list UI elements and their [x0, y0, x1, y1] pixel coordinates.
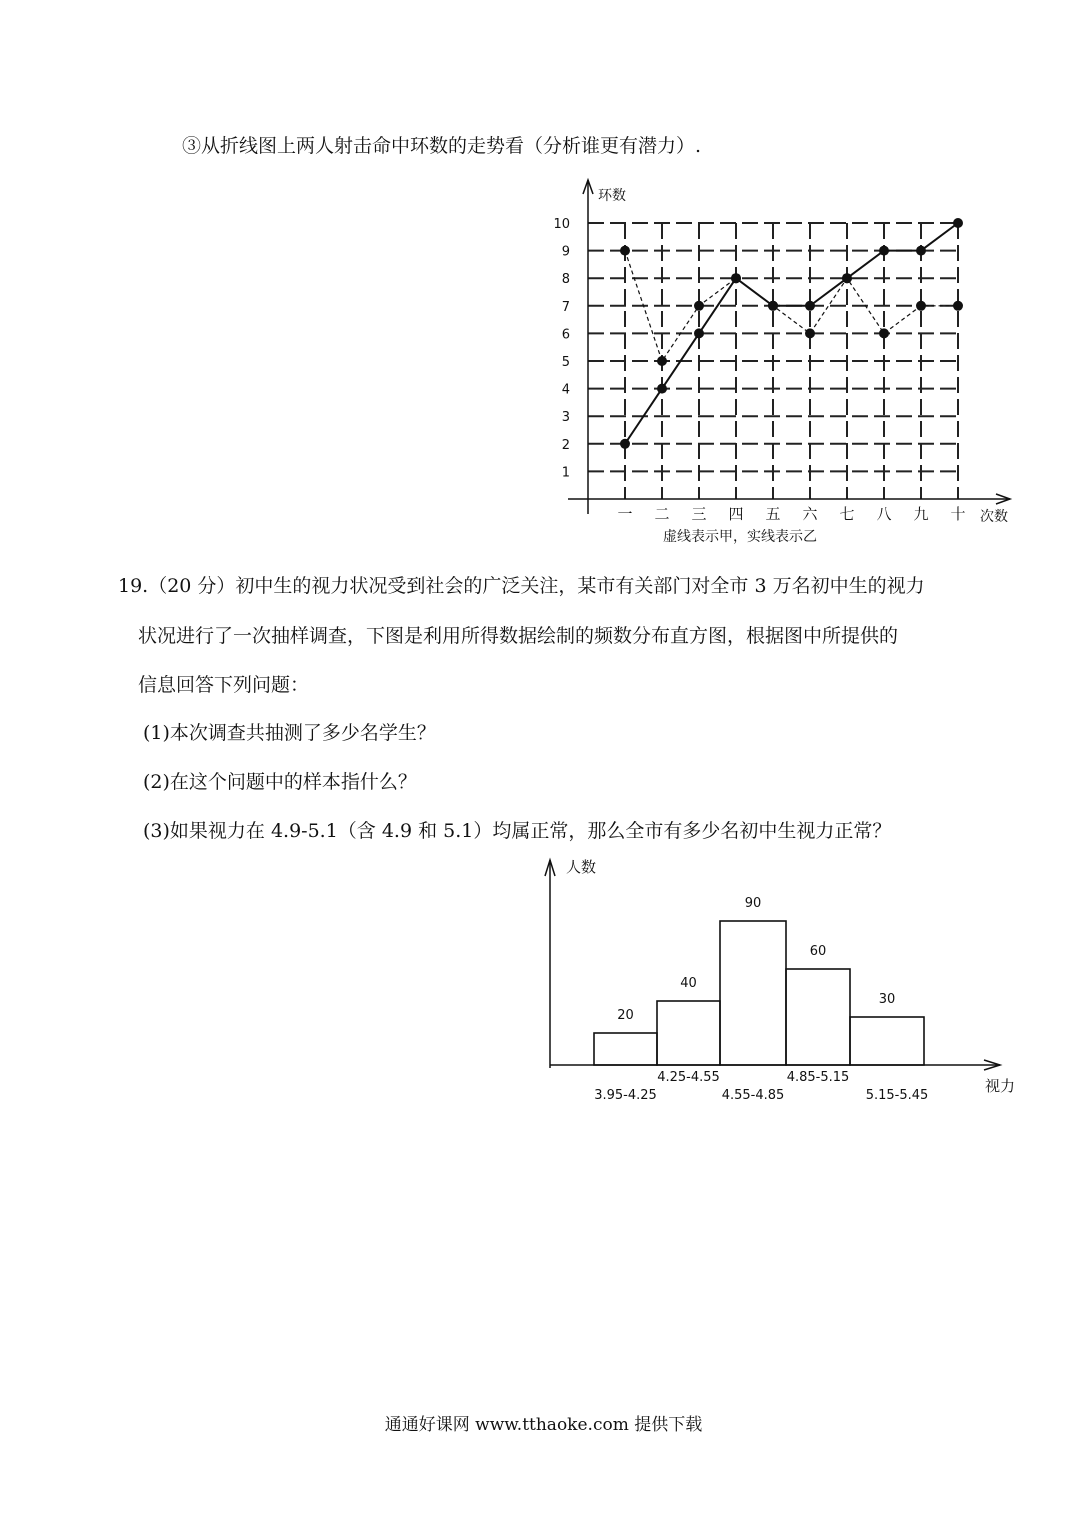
q19-question-3: (3)如果视力在 4.9-5.1（含 4.9 和 5.1）均属正常，那么全市有多少名初中生视力正常？	[143, 820, 892, 842]
point-甲-10	[953, 301, 963, 311]
point-甲-6	[805, 328, 815, 338]
shooting-line-chart	[540, 176, 1040, 556]
point-乙-10	[953, 218, 963, 228]
x-tick-label: 一	[617, 505, 633, 523]
point-甲-9	[916, 301, 926, 311]
y-axis-label: 人数	[566, 858, 597, 876]
point-乙-9	[916, 246, 926, 256]
x-tick-label: 二	[654, 505, 670, 523]
chart-caption: 虚线表示甲，实线表示乙	[663, 529, 817, 545]
x-tick-label: 五	[765, 505, 781, 523]
bar-4	[786, 969, 850, 1065]
line-chart-labels	[553, 187, 1008, 545]
y-axis-label: 环数	[598, 188, 626, 204]
point-甲-2	[657, 356, 667, 366]
footer-text: 通通好课网 www.tthaoke.com 提供下载	[384, 1415, 703, 1435]
x-axis-label: 次数	[980, 509, 1008, 525]
q19-question-1: (1)本次调查共抽测了多少名学生？	[143, 722, 436, 744]
point-甲-8	[879, 328, 889, 338]
y-tick-label: 10	[553, 217, 570, 232]
point-甲-3	[694, 301, 704, 311]
q19-stem-line1: 19.（20 分）初中生的视力状况受到社会的广泛关注，某市有关部门对全市 3 万名初中生的视力	[118, 575, 925, 597]
category-label: 5.15-5.45	[865, 1088, 929, 1103]
bar-3	[720, 921, 786, 1065]
x-axis-label: 视力	[985, 1077, 1016, 1095]
y-tick-label: 2	[561, 437, 570, 453]
y-tick-label: 7	[561, 299, 570, 315]
x-tick-label: 八	[876, 505, 892, 523]
bar-5	[850, 1017, 924, 1065]
histogram-bars	[594, 921, 924, 1065]
q19-stem-line2: 状况进行了一次抽样调查，下图是利用所得数据绘制的频数分布直方图，根据图中所提供的	[138, 625, 899, 647]
point-乙-6	[805, 301, 815, 311]
bar-value-label: 20	[617, 1008, 634, 1023]
y-tick-label: 8	[561, 272, 570, 288]
category-label: 4.25-4.55	[657, 1070, 720, 1085]
point-乙-7	[842, 273, 852, 283]
histogram-axes	[545, 860, 1000, 1070]
x-tick-label: 六	[802, 505, 818, 523]
bar-value-label: 90	[744, 896, 762, 911]
vision-histogram	[530, 852, 1040, 1112]
q18-part3-text: ③从折线图上两人射击命中环数的走势看（分析谁更有潜力）.	[182, 135, 702, 157]
point-乙-2	[657, 384, 667, 394]
point-乙-1	[620, 439, 630, 449]
line-chart-grid	[588, 223, 958, 499]
point-乙-3	[694, 328, 704, 338]
y-tick-label: 5	[561, 355, 570, 370]
bar-value-label: 40	[680, 976, 697, 991]
line-chart-axes	[568, 180, 1010, 514]
category-label: 3.95-4.25	[594, 1088, 657, 1103]
x-tick-label: 四	[728, 505, 744, 523]
category-label: 4.55-4.85	[721, 1088, 785, 1103]
y-tick-label: 3	[561, 410, 570, 426]
point-乙-5	[768, 301, 778, 311]
q19-stem-line3: 信息回答下列问题：	[138, 674, 310, 696]
q19-question-2: (2)在这个问题中的样本指什么？	[143, 771, 417, 793]
y-tick-label: 1	[561, 465, 570, 481]
point-甲-1	[620, 246, 630, 256]
y-tick-label: 6	[561, 327, 570, 343]
point-乙-4	[731, 273, 741, 283]
histogram-labels	[566, 858, 1015, 1103]
x-tick-label: 七	[839, 505, 855, 523]
x-tick-label: 九	[913, 505, 929, 523]
y-tick-label: 4	[561, 382, 570, 398]
x-tick-label: 三	[691, 505, 707, 523]
x-tick-label: 十	[950, 505, 966, 523]
y-tick-label: 9	[561, 244, 570, 260]
bar-value-label: 30	[878, 992, 896, 1007]
bar-2	[657, 1001, 720, 1065]
bar-1	[594, 1033, 657, 1065]
category-label: 4.85-5.15	[786, 1070, 850, 1085]
point-乙-8	[879, 246, 889, 256]
bar-value-label: 60	[809, 944, 827, 959]
